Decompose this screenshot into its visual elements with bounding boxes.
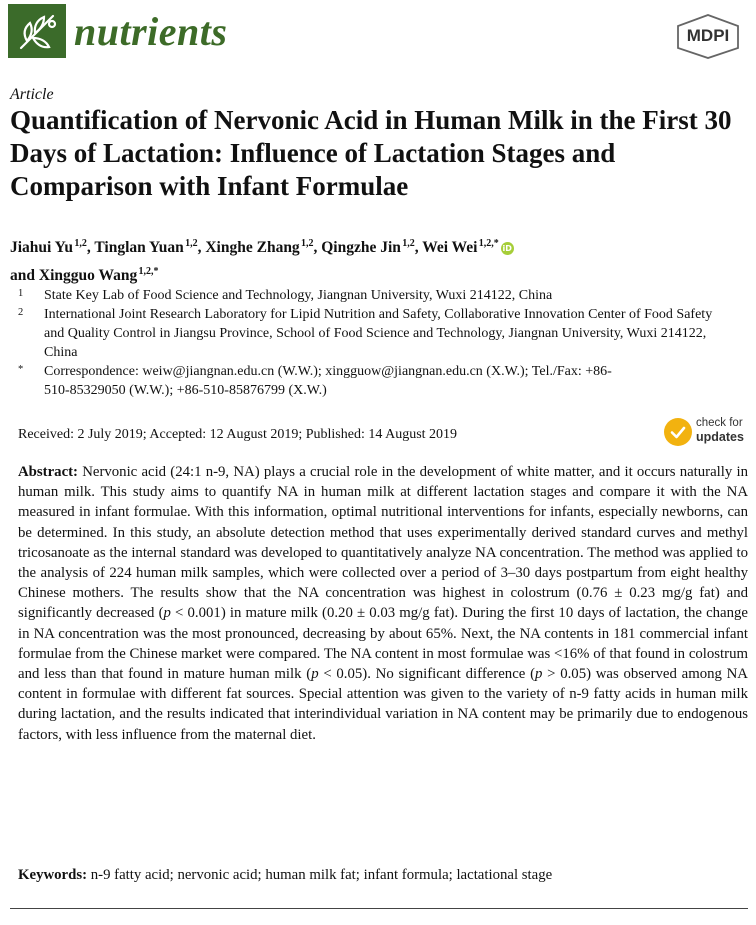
author-affiliation-mark: 1,2 (300, 238, 314, 249)
abstract-text: < 0.001) in mature milk (0.20 ± 0.03 mg/g fat). During the first 10 days of lactation, the change in NA concentration was the most pronounced, decreasing by about 65%. Next, the NA contents in 181 commercial infant formulae from the Chinese market were compared. The NA content in most formulae was <16% of that found in colostrum and less than that found in mature human milk ( (18, 605, 748, 683)
author-name[interactable]: Jiahui Yu (10, 239, 74, 257)
leaf-logo-icon (13, 8, 61, 54)
author-affiliation-mark: 1,2,* (138, 266, 159, 278)
keywords-label: Keywords: (18, 867, 88, 883)
author-name[interactable]: Xingguo Wang (38, 267, 138, 285)
publication-dates: Received: 2 July 2019; Accepted: 12 August 2019; Published: 14 August 2019 (18, 427, 458, 442)
author-separator: , (414, 239, 423, 257)
affiliation-text: International Joint Research Laboratory for Lipid Nutrition and Safety, Collaborative Innovation Center of Food Safety and Quality Control in Jiangsu Province, School of Food Science and Technology, Jiangnan University, Wuxi 214122, China (44, 307, 713, 360)
author-list (10, 232, 730, 288)
author-separator: , (197, 239, 206, 257)
p-value-symbol: p (535, 666, 543, 683)
check-updates-line2: updates (696, 430, 744, 444)
abstract-text: Nervonic acid (24:1 n-9, NA) plays a crucial role in the development of white matter, and it occurs naturally in human milk. This study aims to quantify NA in human milk at different lactation stages and compare it with the NA measured in infant formulae. With this information, optimal nutritional interventions for infants, especially newborns, can be determined. In this study, an absolute detection method that uses experimentally derived standard curves and methyl tricosanoate as the internal standard was developed to quantitatively analyze NA concentration. The method was applied to the analysis of 224 human milk samples, which were collected over a period of 3–30 days postpartum from eight healthy Chinese mothers. The results show that the NA concentration was highest in colostrum (0.76 ± 0.23 mg/g fat) and significantly decreased ( (18, 464, 748, 622)
article-type: Article (10, 86, 54, 103)
mdpi-logo[interactable] (672, 12, 744, 60)
journal-name[interactable]: nutrients (74, 9, 228, 54)
abstract-text: < 0.05). No significant difference ( (318, 666, 535, 683)
author-separator: , (86, 239, 95, 257)
check-updates-line1: check for (696, 417, 743, 429)
affiliation-mark: 1 (18, 288, 24, 299)
bottom-divider (10, 908, 748, 909)
check-for-updates-badge[interactable] (664, 416, 750, 448)
author-affiliation-mark: 1,2 (402, 238, 415, 249)
author-name[interactable]: Wei Wei (422, 239, 478, 257)
affiliation-text: State Key Lab of Food Science and Technology, Jiangnan University, Wuxi 214122, China (44, 288, 553, 303)
correspondence-text: Correspondence: weiw@jiangnan.edu.cn (W.W.); xingguow@jiangnan.edu.cn (X.W.); Tel./Fax: +86-510-85329050 (W.W.); +86-510-85876799 (X.W.) (44, 364, 612, 398)
author-and: and (10, 267, 39, 285)
affiliations (18, 286, 748, 400)
author-affiliation-mark: 1,2,* (478, 238, 499, 249)
author-name[interactable]: Tinglan Yuan (94, 239, 184, 257)
abstract-label: Abstract: (18, 464, 78, 480)
publisher-name: MDPI (686, 26, 730, 45)
affiliation-item (18, 305, 748, 362)
orcid-icon[interactable]: iD (502, 244, 512, 254)
author-separator: , (313, 239, 322, 257)
check-updates-icon (664, 418, 692, 446)
abstract-text: > 0.05) was observed among NA content in formulae with different fat sources. Special attention was given to the variety of n-9 fatty acids in human milk during lactation, and the results indicated that interindividual variation in NA content may be primarily due to endogenous factors, with less influence from the maternal diet. (18, 666, 748, 743)
keywords-text: n-9 fatty acid; nervonic acid; human milk fat; infant formula; lactational stage (87, 867, 553, 883)
journal-header (8, 4, 748, 60)
affiliation-item (18, 286, 748, 305)
author-name[interactable]: Xinghe Zhang (205, 239, 300, 257)
keywords (18, 867, 748, 884)
article-title: Quantification of Nervonic Acid in Human Milk in the First 30 Days of Lactation: Influence of Lactation Stages and Comparison with Infant Formulae (10, 105, 732, 201)
abstract (18, 462, 748, 745)
correspondence-mark: * (18, 364, 24, 375)
correspondence (18, 362, 748, 400)
journal-logo[interactable] (8, 4, 66, 58)
p-value-symbol: p (311, 666, 319, 683)
author-affiliation-mark: 1,2 (185, 238, 198, 249)
p-value-symbol: p (163, 605, 171, 622)
author-affiliation-mark: 1,2 (74, 238, 87, 249)
author-name[interactable]: Qingzhe Jin (321, 239, 401, 257)
affiliation-mark: 2 (18, 307, 24, 318)
